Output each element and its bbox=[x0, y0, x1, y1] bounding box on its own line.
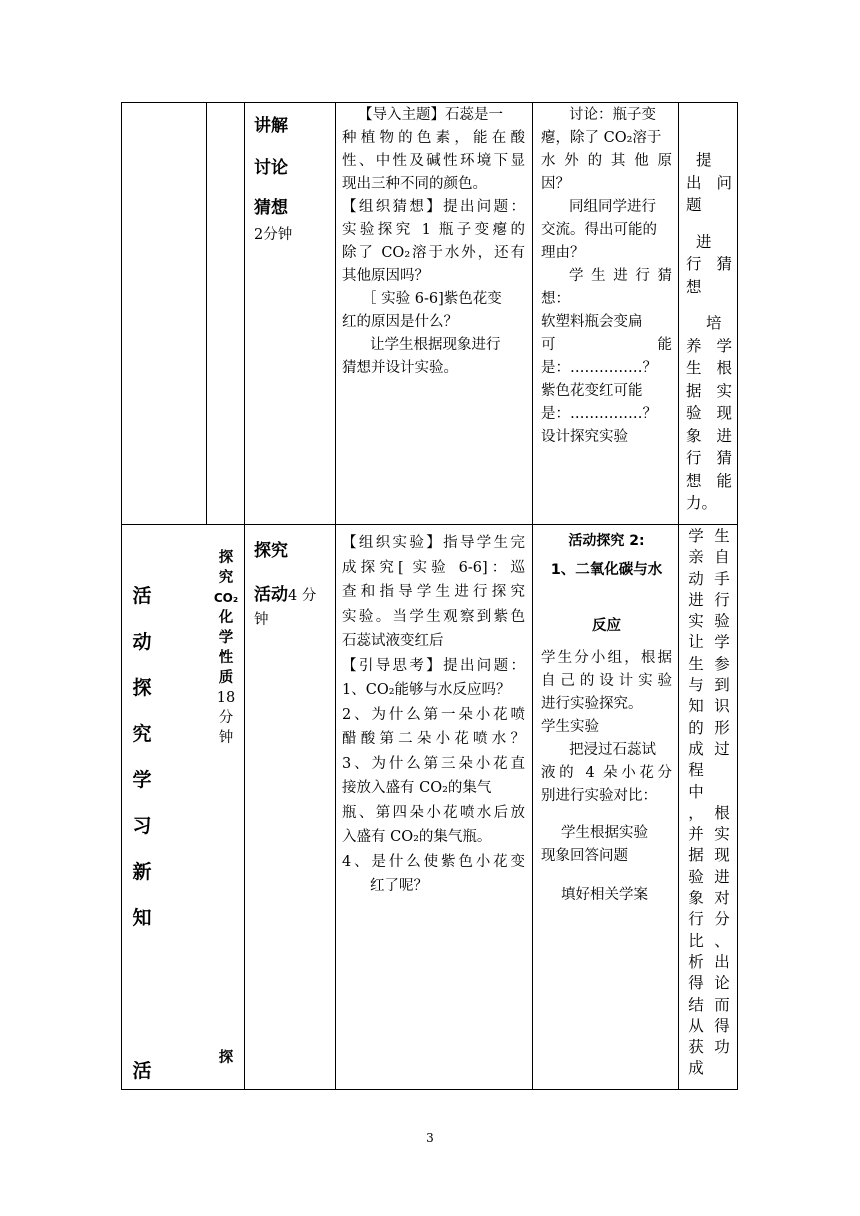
intent-char: 学 bbox=[714, 633, 730, 652]
teacher-line: 红的原因是什么？ bbox=[342, 314, 458, 330]
teacher-line: 醋酸第二朵小花喷水？ bbox=[342, 731, 525, 747]
topic-time-char: 钟 bbox=[218, 730, 234, 746]
section-char: 新 bbox=[132, 861, 152, 883]
student-line: 把浸过石蕊试 bbox=[569, 742, 656, 758]
teacher-line: 成探究[ 实验 6-6]：巡 bbox=[342, 559, 525, 576]
intent-line: 力。 bbox=[686, 494, 718, 512]
intent-char: 进 bbox=[714, 867, 730, 886]
intent-line bbox=[686, 217, 732, 231]
student-line: 同组同学进行 bbox=[569, 199, 656, 215]
section-title-vertical bbox=[128, 581, 156, 949]
teacher-line: 让学生根据现象进行 bbox=[370, 337, 501, 353]
row1-stage-cell bbox=[254, 112, 334, 247]
student-line: 设计探究实验 bbox=[541, 429, 628, 445]
intent-col-left bbox=[684, 526, 708, 1080]
intent-char: 到 bbox=[714, 676, 730, 695]
intent-char: 成 bbox=[688, 739, 704, 758]
section-char: 探 bbox=[132, 677, 152, 699]
intent-char: 自 bbox=[714, 548, 730, 567]
intent-char: 验 bbox=[688, 867, 704, 886]
student-line: 进行实验探究。 bbox=[541, 696, 643, 712]
teacher-line: 猜想并设计实验。 bbox=[342, 360, 458, 376]
intent-line: 培 bbox=[706, 314, 722, 332]
stage-label-guess: 猜想 bbox=[254, 198, 288, 218]
teacher-line: 查和指导学生进行探究 bbox=[342, 584, 525, 600]
section-char: 习 bbox=[132, 815, 152, 837]
teacher-line: 石蕊试液变红后 bbox=[342, 633, 444, 649]
teacher-line: ［ 实验 6-6]紫色花变 bbox=[362, 291, 502, 307]
section-char: 究 bbox=[132, 723, 152, 745]
section-char: 学 bbox=[132, 769, 152, 791]
col-line-4 bbox=[335, 102, 336, 1090]
intent-char: 出 bbox=[714, 952, 730, 971]
teacher-line: 【引导思考】提出问题： bbox=[342, 657, 525, 674]
intent-char: 行 bbox=[688, 910, 704, 929]
student-line: 学生实验 bbox=[541, 719, 599, 735]
intent-char: 进 bbox=[688, 590, 704, 609]
page-number: 3 bbox=[426, 1131, 434, 1145]
intent-char: 亲 bbox=[688, 548, 704, 567]
intent-char bbox=[710, 760, 734, 781]
teacher-line: 瓶、第四朵小花喷水后放 bbox=[342, 804, 525, 821]
intent-char: 识 bbox=[714, 697, 730, 716]
intent-line bbox=[686, 298, 732, 312]
intent-char: 根 bbox=[714, 803, 730, 822]
teacher-line: 【组织猜想】提出问题： bbox=[342, 199, 525, 215]
student-line: 现象回答问题 bbox=[541, 848, 628, 864]
intent-char: 生 bbox=[714, 527, 730, 545]
topic-time-char: 18 bbox=[216, 690, 236, 706]
intent-char: 、 bbox=[714, 931, 730, 950]
intent-col-right bbox=[710, 526, 734, 1058]
section-char: 知 bbox=[132, 907, 152, 929]
topic-time-char: 分 bbox=[218, 710, 234, 726]
section-bottom-char: 活 bbox=[132, 1060, 152, 1082]
teacher-line: 【组织实验】指导学生完 bbox=[342, 535, 525, 551]
intent-char: 过 bbox=[714, 739, 730, 758]
intent-char: 比 bbox=[688, 931, 704, 950]
intent-line: 想 能 bbox=[686, 471, 732, 490]
intent-char: 动 bbox=[688, 569, 704, 588]
teacher-line: 2、为什么第一朵小花喷 bbox=[342, 706, 525, 723]
teacher-line: 入盛有 CO₂的集气瓶。 bbox=[342, 829, 492, 845]
intent-char: 验 bbox=[714, 612, 730, 631]
intent-line: 验 现 bbox=[686, 404, 732, 422]
activity-title: 活动探究 2: bbox=[568, 533, 645, 549]
topic-char: 质 bbox=[218, 670, 234, 686]
teacher-line: 实验。当学生观察到紫色 bbox=[342, 608, 525, 625]
teacher-line: 性、中性及碱性环境下显 bbox=[342, 153, 525, 169]
col-line-5 bbox=[532, 102, 533, 1090]
intent-char: 的 bbox=[688, 718, 704, 737]
student-line: 因？ bbox=[541, 176, 570, 192]
teacher-line: 1、CO₂能够与水反应吗？ bbox=[342, 682, 511, 698]
table-top-border bbox=[121, 102, 738, 103]
teacher-line: 实验探究 1 瓶子变瘪的 bbox=[342, 222, 525, 238]
row-divider bbox=[121, 524, 738, 525]
topic-char: 探 bbox=[218, 550, 234, 566]
row1-teacher-cell bbox=[342, 104, 525, 380]
intent-line: 想 bbox=[686, 277, 702, 296]
stage-time-tail: 钟 bbox=[254, 612, 269, 628]
student-line: 别进行实验对比： bbox=[541, 788, 657, 804]
teacher-line: 【导入主题】石蕊是一 bbox=[358, 107, 503, 123]
topic-char: 究 bbox=[218, 570, 234, 586]
intent-char: 论 bbox=[714, 974, 730, 993]
student-line: 瘪，除了 CO₂溶于 bbox=[541, 130, 662, 146]
stage-label-activity: 活动 bbox=[254, 585, 288, 605]
intent-char: 功 bbox=[714, 1038, 730, 1057]
col-line-2 bbox=[206, 102, 207, 524]
teacher-line: 其他原因吗？ bbox=[342, 268, 429, 284]
intent-line: 出 问 bbox=[686, 173, 732, 192]
intent-char bbox=[710, 782, 734, 803]
intent-line: 行 猜 bbox=[686, 255, 732, 273]
intent-char: 学 bbox=[688, 527, 704, 545]
intent-char: 从 bbox=[688, 1016, 704, 1035]
row2-teacher-cell bbox=[342, 531, 525, 899]
stage-time: 4 分 bbox=[288, 588, 317, 604]
intent-char: 知 bbox=[688, 697, 704, 716]
intent-char: ， bbox=[688, 803, 704, 822]
student-line: 自己的设计实验 bbox=[541, 673, 672, 689]
teacher-line: 3、为什么第三朵小花直 bbox=[342, 755, 525, 772]
intent-char: 得 bbox=[714, 1016, 730, 1035]
intent-char: 析 bbox=[688, 952, 704, 971]
stage-label-discuss: 讨论 bbox=[254, 158, 288, 178]
teacher-line: 4、是什么使紫色小花变 bbox=[342, 853, 525, 870]
student-line: 讨论：瓶子变 bbox=[569, 107, 656, 123]
student-line: 学生根据实验 bbox=[561, 825, 648, 841]
teacher-line: 接放入盛有 CO₂的集气 bbox=[342, 780, 492, 796]
student-line: 交流。得出可能的 bbox=[541, 222, 657, 238]
topic-char: 化 bbox=[218, 610, 234, 626]
student-line: 液的 4 朵小花分 bbox=[541, 765, 672, 781]
intent-char: 并 bbox=[688, 825, 704, 844]
intent-line: 养 学 bbox=[686, 336, 732, 355]
intent-char: 得 bbox=[688, 974, 704, 993]
intent-char: 获 bbox=[688, 1038, 704, 1057]
intent-line: 提 bbox=[696, 151, 712, 169]
section-char: 动 bbox=[132, 631, 152, 653]
intent-char: 对 bbox=[714, 889, 730, 908]
student-line: 紫色花变红可能 bbox=[541, 383, 643, 399]
intent-char: 现 bbox=[714, 846, 730, 865]
intent-line: 进 bbox=[696, 232, 712, 251]
stage-time: 2分钟 bbox=[254, 227, 293, 243]
teacher-line: 种植物的色素，能在酸 bbox=[342, 130, 525, 146]
row1-student-cell bbox=[541, 104, 672, 449]
activity-subtitle-2: 反应 bbox=[592, 618, 621, 634]
student-line: 可 能 bbox=[541, 337, 672, 353]
topic-char: CO₂ bbox=[213, 591, 239, 605]
col-line-6 bbox=[678, 102, 679, 1090]
intent-char: 象 bbox=[688, 889, 704, 908]
intent-line: 行 猜 bbox=[686, 449, 732, 467]
student-line: 软塑料瓶会变扁 bbox=[541, 314, 643, 330]
topic-char: 性 bbox=[218, 650, 234, 666]
activity-subtitle-1: 1、二氧化碳与水 bbox=[550, 562, 663, 578]
student-line: 是：……………？ bbox=[541, 406, 657, 422]
intent-char: 而 bbox=[714, 995, 730, 1014]
row2-stage-cell bbox=[254, 537, 334, 632]
col-line-7 bbox=[737, 102, 738, 1090]
intent-char: 实 bbox=[714, 825, 730, 844]
teacher-line: 除了 CO₂溶于水外，还有 bbox=[342, 245, 525, 261]
intent-char: 结 bbox=[688, 995, 704, 1014]
col-line-3 bbox=[244, 102, 245, 1090]
table-bottom-border bbox=[121, 1089, 738, 1090]
intent-char: 实 bbox=[688, 612, 704, 631]
intent-char: 生 bbox=[688, 654, 704, 673]
intent-char: 形 bbox=[714, 718, 730, 737]
intent-line: 题 bbox=[686, 196, 702, 214]
student-line: 水 外 的 其 他 原 bbox=[541, 153, 672, 169]
student-line: 想： bbox=[541, 291, 570, 307]
student-line: 填好相关学案 bbox=[561, 887, 648, 903]
intent-char: 中 bbox=[688, 782, 704, 801]
intent-char: 与 bbox=[688, 676, 704, 695]
student-line: 学 生 进 行 猜 bbox=[569, 268, 672, 284]
row1-intent-cell bbox=[686, 149, 732, 515]
intent-line: 据 实 bbox=[686, 381, 732, 400]
col-line-1 bbox=[121, 102, 122, 1090]
section-char: 活 bbox=[132, 585, 152, 607]
intent-char: 行 bbox=[714, 590, 730, 609]
intent-char: 让 bbox=[688, 633, 704, 652]
intent-char: 据 bbox=[688, 846, 704, 865]
intent-char: 程 bbox=[688, 761, 704, 780]
intent-char: 手 bbox=[714, 569, 730, 588]
student-line: 是：……………？ bbox=[541, 360, 657, 376]
topic-vertical bbox=[211, 548, 241, 748]
teacher-line: 现出三种不同的颜色。 bbox=[342, 176, 487, 192]
stage-activity-line bbox=[254, 581, 334, 609]
intent-char: 分 bbox=[714, 910, 730, 929]
topic-bottom-char: 探 bbox=[218, 1050, 234, 1066]
row2-student-cell bbox=[541, 531, 672, 907]
intent-char: 成 bbox=[688, 1059, 704, 1078]
stage-label-explore: 探究 bbox=[254, 541, 288, 561]
teacher-line: 红了呢？ bbox=[370, 878, 428, 894]
stage-label-explain: 讲解 bbox=[254, 116, 288, 136]
intent-line: 象 进 bbox=[686, 426, 732, 445]
student-line: 理由？ bbox=[541, 245, 585, 261]
student-line: 学生分小组，根据 bbox=[541, 650, 672, 666]
topic-char: 学 bbox=[218, 630, 234, 646]
intent-line: 生 根 bbox=[686, 359, 732, 377]
intent-char: 参 bbox=[714, 654, 730, 673]
